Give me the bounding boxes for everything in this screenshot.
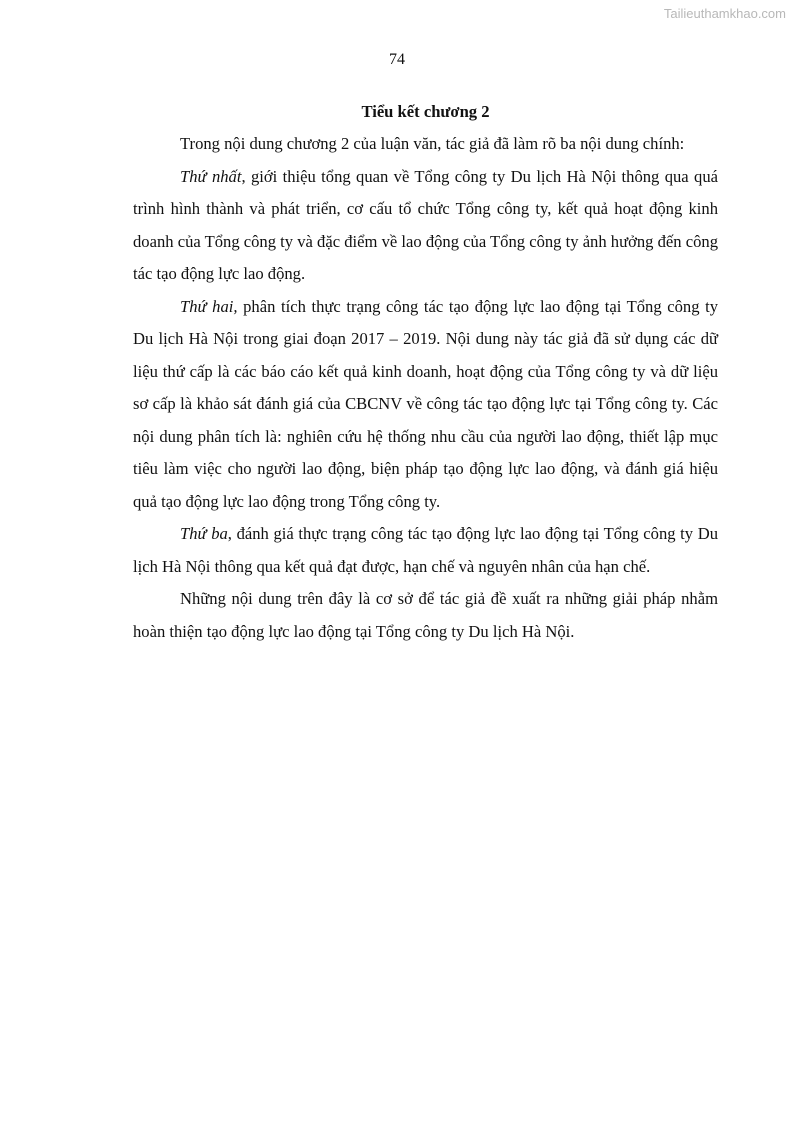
paragraph-intro — [133, 128, 718, 161]
document-body — [133, 96, 718, 648]
paragraph-text: Những nội dung trên đây là cơ sở để tác giả đề xuất ra những giải pháp nhằm hoàn thiện tạo động lực lao động tại Tổng công ty Du lịch Hà Nội. — [133, 589, 718, 641]
paragraph-text: Trong nội dung chương 2 của luận văn, tác giả đã làm rõ ba nội dung chính: — [180, 134, 685, 153]
paragraph-text: , đánh giá thực trạng công tác tạo động lực lao động tại Tổng công ty Du lịch Hà Nội thông qua kết quả đạt được, hạn chế và nguyên nhân của hạn chế. — [133, 524, 718, 576]
paragraph-third-point — [133, 518, 718, 583]
paragraph-first-point — [133, 161, 718, 291]
paragraph-text: , giới thiệu tổng quan về Tổng công ty Du lịch Hà Nội thông qua quá trình hình thành và phát triển, cơ cấu tổ chức Tổng công ty, kết quả hoạt động kinh doanh của Tổng công ty và đặc điểm về lao động của Tổng công ty ảnh hưởng đến công tác tạo động lực lao động. — [133, 166, 718, 283]
section-heading: Tiểu kết chương 2 — [361, 102, 490, 121]
paragraph-second-point — [133, 291, 718, 519]
paragraph-lead: Thứ ba — [180, 524, 228, 543]
paragraph-lead: Thứ nhất — [180, 166, 242, 186]
paragraph-conclusion — [133, 583, 718, 648]
paragraph-text: phân tích thực trạng công tác tạo động lực lao động tại Tổng công ty Du lịch Hà Nội trong giai đoạn 2017 – 2019. Nội dung này tác giả đã sử dụng các dữ liệu thứ cấp là các báo cáo kết quả kinh doanh, hoạt động của Tổng công ty và dữ liệu sơ cấp là khảo sát đánh giá của CBCNV về công tác tạo động lực tại Tổng công ty. Các nội dung phân tích là: nghiên cứu hệ thống nhu cầu của người lao động, thiết lập mục tiêu làm việc cho người lao động, biện pháp tạo động lực lao động, và đánh giá hiệu quả tạo động lực lao động trong Tổng công ty. — [133, 296, 718, 511]
page-number: 74 — [389, 51, 405, 68]
paragraph-lead: Thứ hai, — [180, 296, 238, 316]
watermark: Tailieuthamkhao.com — [663, 6, 786, 21]
